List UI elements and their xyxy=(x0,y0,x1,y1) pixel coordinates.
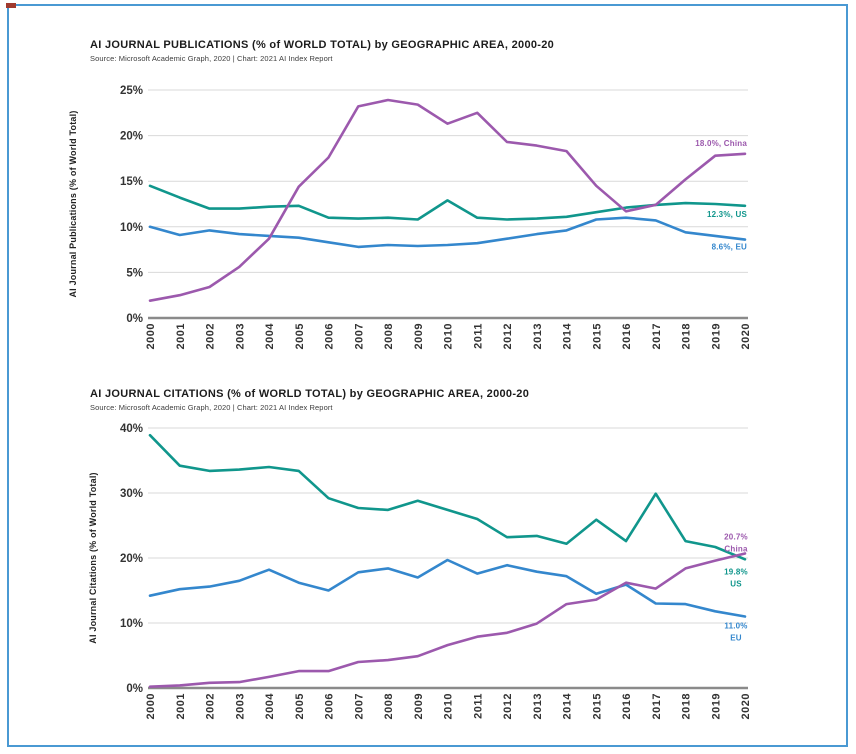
x-tick-label: 2010 xyxy=(442,693,455,720)
y-tick-label: 5% xyxy=(126,267,143,280)
x-tick-label: 2016 xyxy=(621,323,633,350)
x-tick-label: 2007 xyxy=(353,693,366,720)
x-tick-label: 2000 xyxy=(145,323,157,350)
x-tick-label: 2003 xyxy=(234,323,247,350)
y-tick-label: 10% xyxy=(119,221,143,234)
china-end-label: 18.0%, China xyxy=(695,138,747,148)
x-tick-label: 2015 xyxy=(591,323,604,350)
y-tick-label: 25% xyxy=(119,85,143,97)
china-line xyxy=(150,554,748,687)
china-end-label: China xyxy=(724,544,748,554)
x-tick-label: 2005 xyxy=(293,323,306,350)
y-tick-label: 0% xyxy=(126,313,143,325)
x-tick-label: 2014 xyxy=(561,323,574,350)
x-tick-label: 2019 xyxy=(710,693,723,720)
x-tick-label: 2013 xyxy=(531,693,544,720)
publications-line-chart xyxy=(60,70,820,382)
x-tick-label: 2011 xyxy=(472,693,485,719)
us-end-label: 19.8% xyxy=(724,567,748,577)
eu-end-label: EU xyxy=(730,633,742,643)
citations-line-chart xyxy=(60,418,830,752)
y-tick-label: 10% xyxy=(119,618,143,630)
x-tick-label: 2003 xyxy=(234,693,247,720)
x-tick-label: 2004 xyxy=(264,693,276,720)
x-tick-label: 2001 xyxy=(174,323,187,350)
x-tick-label: 2020 xyxy=(740,693,752,720)
x-tick-label: 2005 xyxy=(293,693,306,720)
y-tick-label: 0% xyxy=(126,683,143,695)
x-tick-label: 2009 xyxy=(412,323,425,350)
x-tick-label: 2012 xyxy=(502,323,514,350)
y-tick-label: 15% xyxy=(119,176,143,189)
x-tick-label: 2018 xyxy=(680,323,693,350)
x-tick-label: 2006 xyxy=(323,323,336,350)
china-end-label: 20.7% xyxy=(724,532,748,542)
x-tick-label: 2001 xyxy=(174,693,187,720)
y-tick-label: 20% xyxy=(119,553,143,565)
x-tick-label: 2010 xyxy=(442,323,455,350)
x-tick-label: 2009 xyxy=(412,693,425,720)
x-tick-label: 2008 xyxy=(383,323,395,350)
publications-chart-title: AI JOURNAL PUBLICATIONS (% of WORLD TOTAL) by GEOGRAPHIC AREA, 2000-20 xyxy=(90,39,555,51)
x-tick-label: 2002 xyxy=(204,323,217,350)
citations-chart-title: AI JOURNAL CITATIONS (% of WORLD TOTAL) by GEOGRAPHIC AREA, 2000-20 xyxy=(90,388,530,400)
corner-red-mark xyxy=(6,3,16,8)
x-tick-label: 2018 xyxy=(680,693,693,720)
y-axis-title: AI Journal Citations (% of World Total) xyxy=(88,472,98,644)
x-tick-label: 2015 xyxy=(591,693,604,720)
x-tick-label: 2020 xyxy=(740,323,752,350)
x-tick-label: 2002 xyxy=(204,693,217,720)
us-line xyxy=(150,186,745,220)
x-tick-label: 2004 xyxy=(264,323,276,350)
x-tick-label: 2000 xyxy=(145,693,157,720)
y-tick-label: 40% xyxy=(119,423,143,435)
x-tick-label: 2014 xyxy=(561,693,574,720)
x-tick-label: 2013 xyxy=(531,323,544,350)
eu-end-label: 8.6%, EU xyxy=(711,242,747,252)
us-end-label: US xyxy=(730,579,742,589)
x-tick-label: 2012 xyxy=(502,693,514,720)
x-tick-label: 2007 xyxy=(353,323,366,350)
us-end-label: 12.3%, US xyxy=(706,209,747,219)
us-line xyxy=(150,435,745,559)
x-tick-label: 2019 xyxy=(710,323,723,350)
y-tick-label: 30% xyxy=(119,488,143,500)
x-tick-label: 2017 xyxy=(650,693,663,720)
eu-end-label: 11.0% xyxy=(724,621,748,631)
x-tick-label: 2017 xyxy=(650,323,663,350)
publications-chart-source: Source: Microsoft Academic Graph, 2020 | Chart: 2021 AI Index Report xyxy=(90,54,333,63)
citations-chart-source: Source: Microsoft Academic Graph, 2020 | Chart: 2021 AI Index Report xyxy=(90,403,333,412)
y-tick-label: 20% xyxy=(119,130,143,143)
x-tick-label: 2011 xyxy=(472,323,485,349)
x-tick-label: 2006 xyxy=(323,693,336,720)
x-tick-label: 2008 xyxy=(383,693,395,720)
eu-line xyxy=(150,218,745,247)
x-tick-label: 2016 xyxy=(621,693,633,720)
y-axis-title: AI Journal Publications (% of World Total) xyxy=(68,110,78,298)
